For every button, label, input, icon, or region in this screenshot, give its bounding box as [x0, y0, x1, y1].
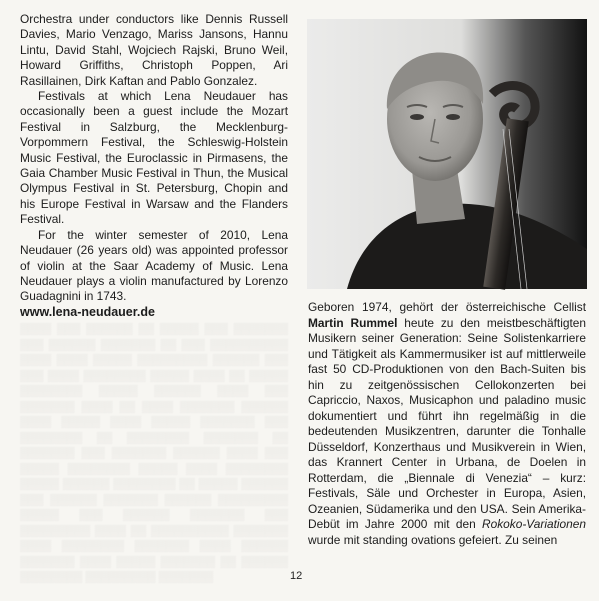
website-link[interactable]: www.lena-neudauer.de: [20, 305, 155, 319]
cellist-portrait-illustration: [307, 19, 587, 289]
bio-intro: Geboren 1974, gehört der österreichische Cellist: [308, 300, 586, 314]
bio-text-a: heute zu den meistbeschäftigten Musikern seiner Generation: Seine Solistenkarriere und Tätigkeit als Kammermusiker ist auf mittlerweile fast 50 CD-Produktionen von den Bach-Suiten bis hin zu zeitgenössischen Cellokonzerten bei Capriccio, Naxos, Musicaphon und paladino music dokumentiert und führt ihn regelmäßig in die bedeutenden Musikzentren, darunter die Tonhalle Düsseldorf, Konzerthaus und Musikverein in Wien, das Krannert Center in Urbana, de Doelen in Rotterdam, die „Biennale di Venezia“ – kurz: Festivals, Säle und Orchester in Europa, Asien, Ozeanien, Südamerika und den USA. Sein Amerika-Debüt im Jahre 2000 mit den: [308, 315, 587, 531]
bio-text-b: wurde mit standing ovations gefeiert. Zu seinen: [308, 532, 558, 547]
paragraph-biography-de: [308, 300, 586, 548]
artist-name: Martin Rummel: [308, 315, 398, 330]
paragraph-professorship: For the winter semester of 2010, Lena Neudauer (26 years old) was appointed professor of violin at the Saar Academy of Music. Lena Neudauer plays a violin manufactured by Lorenzo Guadagnini in 1743.: [20, 227, 288, 304]
show-through-text: ▒▒▒▒ ▒▒▒ ▒▒▒▒▒▒ ▒▒ ▒▒▒▒▒ ▒▒▒ ▒▒▒▒▒▒▒ ▒▒▒ ▒▒▒▒▒▒ ▒▒▒▒▒▒▒ ▒▒ ▒▒▒ ▒▒▒▒▒▒▒▒▒▒ ▒▒▒▒ ▒▒▒▒ ▒▒▒▒▒ ▒▒▒▒▒▒▒▒▒ ▒▒▒▒▒▒ ▒▒▒ ▒▒▒ ▒▒▒▒ ▒▒▒▒▒▒▒▒ ▒▒▒▒▒ ▒▒▒▒ ▒▒ ▒▒▒▒▒ ▒▒▒▒▒▒▒▒ ▒▒▒▒▒ ▒▒▒▒▒▒ ▒▒▒▒ ▒▒▒ ▒▒▒▒▒▒▒ ▒▒▒▒ ▒▒ ▒▒▒▒ ▒▒▒▒▒▒▒ ▒▒▒▒▒▒ ▒▒▒▒ ▒▒▒▒▒ ▒▒▒▒ ▒▒▒▒▒ ▒▒▒▒▒▒▒ ▒▒▒ ▒▒▒▒▒▒▒▒ ▒▒ ▒▒▒▒▒▒▒▒ ▒▒▒▒▒▒▒ ▒▒ ▒▒▒▒▒▒▒ ▒▒▒ ▒▒▒▒▒▒▒ ▒▒▒▒▒▒ ▒▒▒▒ ▒▒▒ ▒▒▒▒▒ ▒▒▒▒▒▒▒▒ ▒▒▒▒▒ ▒▒▒▒ ▒▒▒▒▒▒▒▒ ▒▒▒▒▒ ▒▒▒▒▒▒ ▒▒▒▒▒▒▒▒ ▒▒ ▒▒▒▒▒ ▒▒▒▒▒▒ ▒▒▒ ▒▒▒▒▒▒ ▒▒▒▒▒▒▒ ▒▒▒▒▒▒ ▒▒▒▒▒▒▒▒▒ ▒▒▒▒▒ ▒▒▒ ▒▒▒▒▒▒ ▒▒▒▒▒▒▒ ▒▒▒ ▒▒▒▒▒▒▒▒▒ ▒▒▒▒ ▒▒ ▒▒▒▒▒▒▒▒▒▒ ▒▒▒▒▒▒▒ ▒▒▒▒ ▒▒▒▒▒▒▒▒ ▒▒▒▒▒▒▒ ▒▒▒▒ ▒▒▒▒▒▒ ▒▒▒▒▒▒▒ ▒▒▒▒ ▒▒▒▒▒ ▒▒▒▒▒▒▒ ▒▒ ▒▒▒▒▒▒ ▒▒▒▒▒▒▒▒ ▒▒▒▒▒▒▒▒▒ ▒▒▒▒▒▒▒: [20, 323, 288, 583]
work-title: Rokoko-Variationen: [482, 517, 586, 531]
page-number: 12: [290, 570, 303, 582]
paragraph-orchestras: Orchestra under conductors like Dennis Russell Davies, Mario Venzago, Mariss Jansons, Hannu Lintu, David Stahl, Wojciech Rajski, Bruno Weil, Howard Griffiths, Christoph Poppen, Ari Rasillainen, Dirk Kaftan and Pablo Gonzalez.: [20, 12, 288, 88]
left-text-column: [20, 12, 288, 305]
artist-photo: [307, 19, 587, 289]
paragraph-festivals: Festivals at which Lena Neudauer has occasionally been a guest include the Mozart Festival in Salzburg, the Mecklenburg-Vorpommern Festival, the Schleswig-Holstein Music Festival, the Euroclassic in Pirmasens, the Gaia Chamber Music Festival in Thun, the Musical Olympus Festival in St. Petersburg, Chopin and his Europe Festival in Warsaw and the Flanders Festival.: [20, 89, 288, 227]
right-text-column: [308, 300, 586, 548]
